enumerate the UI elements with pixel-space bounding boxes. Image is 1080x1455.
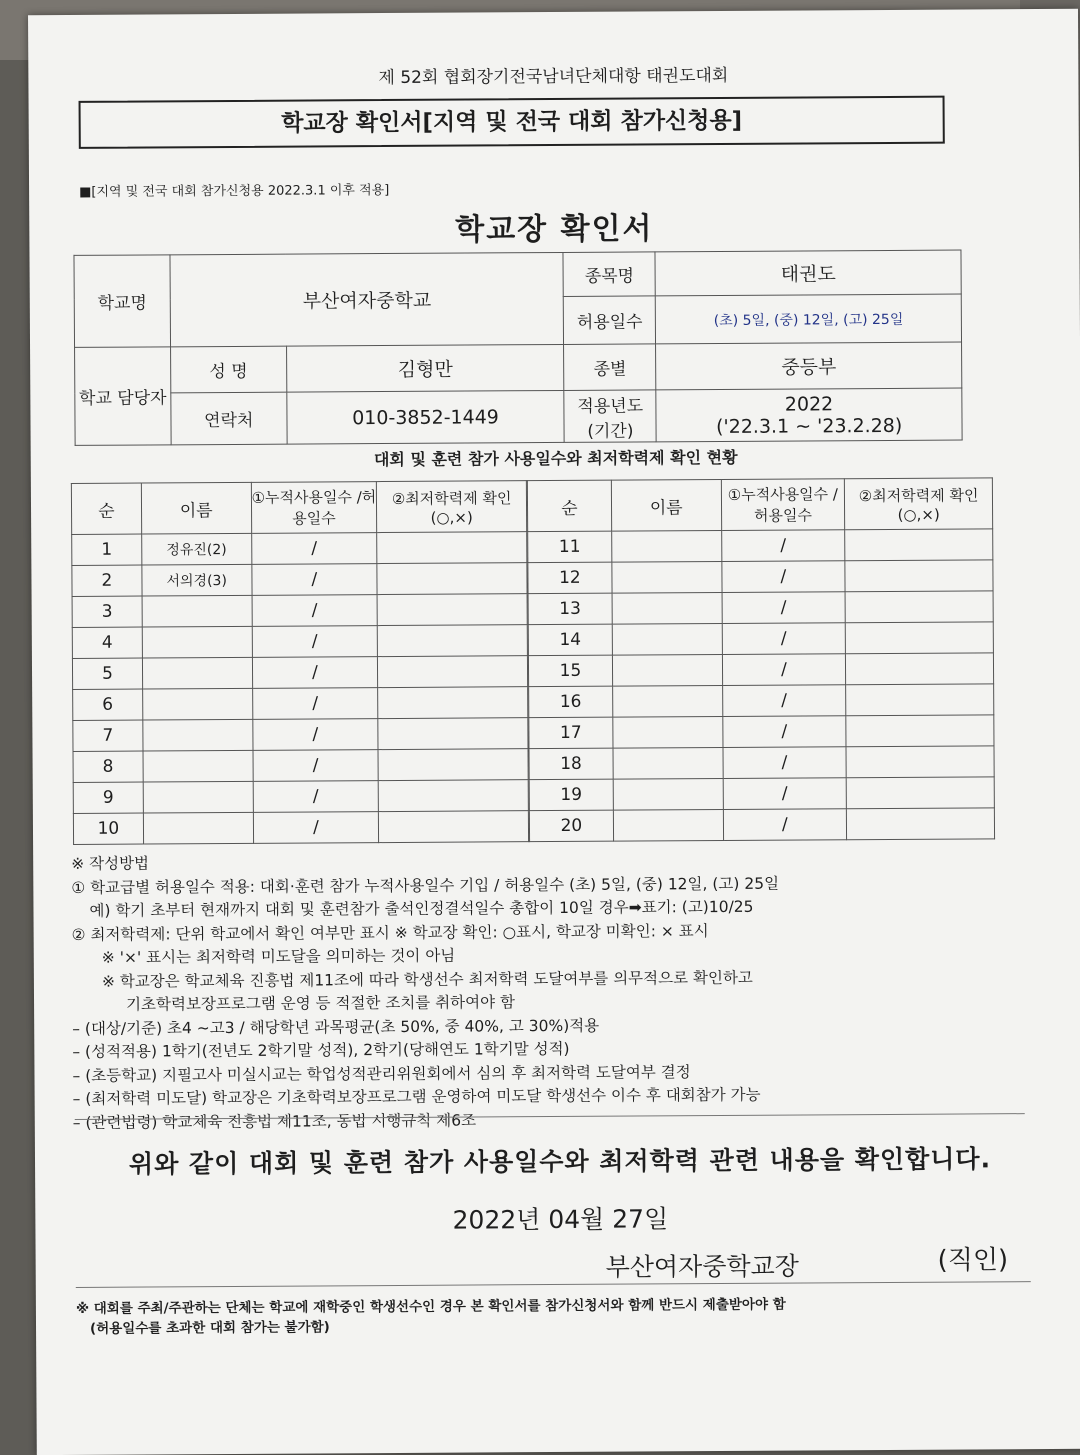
event-value: 태권도 [655,250,961,296]
row-days: / [251,564,377,596]
allowed-value: (초) 5일, (중) 12일, (고) 25일 [656,294,962,344]
row-name [143,719,253,751]
table-row [72,563,527,597]
year-label: 적용년도 (기간) [564,390,656,443]
row-min [845,560,993,592]
school-value: 부산여자중학교 [170,252,564,346]
row-name [612,685,722,717]
name-value: 김형만 [286,344,564,392]
row-min [846,622,994,654]
name-label: 성 명 [170,346,286,393]
issue-date: 2022년 04월 27일 [452,1204,669,1235]
footer-line: ※ 대회를 주최/주관하는 단체는 학교에 재학중인 학생선수인 경우 본 확인서를 참가신청서와 함께 반드시 제출받아야 함 [75,1296,786,1317]
year-cell [656,388,962,442]
row-name [142,657,252,689]
row-no: 7 [73,720,143,751]
year-value: 2022 [784,392,834,416]
principal-name: 부산여자중학교장 [605,1251,799,1282]
row-min [846,746,994,778]
row-min [378,749,528,781]
row-days: / [722,654,846,686]
row-no: 12 [528,562,612,594]
row-days: / [252,657,378,689]
row-no: 14 [528,624,612,656]
contact-value: 010-3852-1449 [287,390,565,444]
table-row [529,715,994,749]
row-days: / [252,688,378,720]
row-days: / [253,781,379,813]
row-name [612,530,722,562]
table-row [529,777,994,811]
method-line: – (성적적용) 1학기(전년도 2학기말 성적), 2학기(당해연도 1학기말 성적) [72,1039,570,1061]
col-no: 순 [71,483,141,534]
col-name: 이름 [611,479,721,531]
type-label: 종별 [564,344,656,391]
table-row [529,808,994,842]
participant-table-right [527,477,995,842]
method-line: 기초학력보장프로그램 운영 등 적절한 조치를 취하여야 함 [126,993,516,1014]
row-name [143,781,253,813]
row-days: / [252,719,378,751]
row-days: / [253,812,379,844]
table-row [528,622,993,656]
table-row [72,532,527,566]
row-no: 3 [72,596,142,627]
table-row [529,684,994,718]
row-no: 8 [73,751,143,782]
section-title: 대회 및 훈련 참가 사용일수와 최저학력제 확인 현황 [373,447,738,470]
method-line: ※ 작성방법 [71,854,150,873]
method-line: – (대상/기준) 초4 ~고3 / 해당학년 과목평균(초 50%, 중 40%, 고 30%)적용 [72,1016,600,1038]
row-days: / [722,685,846,717]
row-no: 10 [73,813,143,844]
contact-label: 연락처 [171,392,287,445]
table-row [73,718,528,752]
divider [76,1281,1031,1288]
row-min [378,687,528,719]
table-row [73,780,528,814]
row-days: / [722,623,846,655]
row-name [613,809,723,841]
event-header: 제 52회 협회장기전국남녀단체대항 태권도대회 [378,65,729,89]
row-no: 9 [73,782,143,813]
row-name: 서의경(3) [142,564,252,596]
row-no: 20 [529,810,613,842]
row-min [379,811,529,843]
row-days: / [252,595,378,627]
method-notes [71,847,1033,1135]
row-name [143,812,253,844]
row-no: 6 [73,689,143,720]
table-row [72,656,527,690]
event-label: 종목명 [563,252,655,297]
footer-line: (허용일수를 초과한 대회 참가는 불가함) [89,1319,330,1337]
row-name [142,595,252,627]
row-days: / [251,533,377,565]
row-min [378,625,528,657]
row-name [613,716,723,748]
table-row [528,653,993,687]
row-min [846,777,994,809]
row-no: 11 [528,531,612,563]
table-row [72,594,527,628]
row-min [845,591,993,623]
document-paper [28,9,1080,1455]
row-no: 16 [529,686,613,718]
row-name: 정유진(2) [142,533,252,565]
row-no: 19 [529,779,613,811]
info-table [73,250,962,446]
row-no: 17 [529,717,613,749]
row-no: 15 [528,655,612,687]
row-no: 18 [529,748,613,780]
period-value: ('22.3.1 ~ '23.2.28) [715,414,903,438]
title-box: 학교장 확인서[지역 및 전국 대회 참가신청용] [79,96,945,149]
row-name [612,623,722,655]
method-line: ② 최저학력제: 단위 학교에서 확인 여부만 표시 ※ 학교장 확인: ○표시, 학교장 미확인: × 표시 [71,921,709,944]
col-min: ②최저학력제 확인(○,×) [377,481,527,533]
row-name [612,654,722,686]
row-name [612,561,722,593]
row-min [846,653,994,685]
row-min [378,656,528,688]
method-line: – (초등학교) 지필고사 미실시교는 학업성적관리위원회에서 심의 후 최저학력 도달여부 결정 [72,1062,691,1085]
footer-note [76,1293,1036,1339]
note-top: ■[지역 및 전국 대회 참가신청용 2022.3.1 이후 적용] [79,183,390,200]
row-days: / [721,561,845,593]
method-line: – (최저학력 미도달) 학교장은 기초학력보장프로그램 운영하여 미도달 학생선수 이수 후 대회참가 가능 [72,1085,761,1108]
official-seal: (직인) [937,1245,1009,1276]
table-row [528,591,993,625]
right-rows [528,529,995,842]
row-days: / [723,809,847,841]
row-min [377,563,527,595]
method-line: ① 학교급별 허용일수 적용: 대회·훈련 참가 누적사용일수 기입 / 허용일수 (초) 5일, (중) 12일, (고) 25일 [71,874,780,897]
table-row [528,560,993,594]
method-line: ※ 학교장은 학교체육 진흥법 제11조에 따라 학생선수 최저학력 도달여부를 의무적으로 확인하고 [101,968,753,991]
allowed-label: 허용일수 [564,296,656,345]
left-rows [72,532,529,845]
row-min [378,780,528,812]
row-min [378,718,528,750]
row-no: 13 [528,593,612,625]
manager-label: 학교 담당자 [75,347,171,446]
table-row [73,811,528,845]
row-days: / [723,778,847,810]
row-min [847,808,995,840]
method-line: ※ '×' 표시는 최저학력 미도달을 의미하는 것이 아님 [101,946,456,967]
table-row [72,625,527,659]
row-no: 4 [72,627,142,658]
row-name [613,747,723,779]
row-name [143,750,253,782]
main-title: 학교장 확인서 [455,211,654,248]
row-min [846,715,994,747]
school-label: 학교명 [74,255,170,348]
row-no: 2 [72,565,142,596]
row-min [377,532,527,564]
row-days: / [252,626,378,658]
col-min: ②최저학력제 확인(○,×) [845,478,993,530]
table-row [73,687,528,721]
row-name [613,778,723,810]
col-name: 이름 [141,482,251,534]
method-line: – (관련법령) 학교체육 진흥법 제11조, 동법 시행규칙 제6조 [72,1110,477,1132]
col-days: ①누적사용일수 /허용일수 [721,479,845,531]
row-days: / [722,716,846,748]
table-row [73,749,528,783]
row-name [142,626,252,658]
type-value: 중등부 [656,342,962,390]
table-row [528,529,993,563]
row-min [377,594,527,626]
row-no: 5 [72,658,142,689]
row-name [142,688,252,720]
participant-table-left [71,480,529,845]
row-days: / [253,750,379,782]
row-min [846,684,994,716]
row-days: / [721,530,845,562]
col-days: ①누적사용일수 /허용일수 [251,482,377,534]
row-days: / [723,747,847,779]
table-row [529,746,994,780]
confirmation-text: 위와 같이 대회 및 훈련 참가 사용일수와 최저학력 관련 내용을 확인합니다. [128,1144,992,1179]
row-no: 1 [72,534,142,565]
method-line: 예) 학기 초부터 현재까지 대회 및 훈련참가 출석인정결석일수 총합이 10일 경우➡표기: (고)10/25 [89,897,754,920]
col-no: 순 [527,480,611,532]
row-name [612,592,722,624]
row-days: / [722,592,846,624]
row-min [845,529,993,561]
